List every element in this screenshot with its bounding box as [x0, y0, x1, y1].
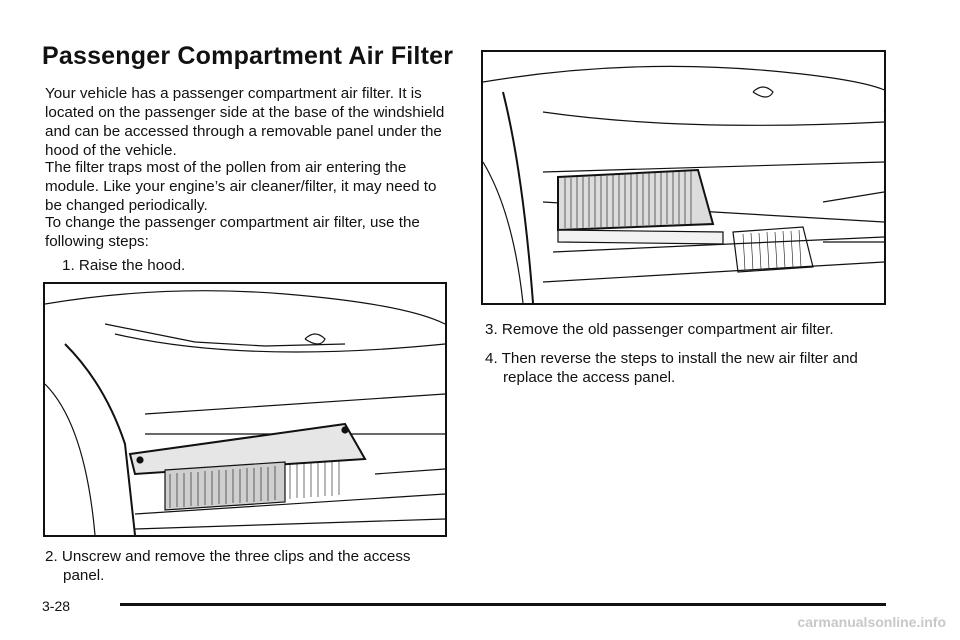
step-3: 3. Remove the old passenger compartment air filter. — [485, 321, 834, 338]
intro-paragraph: Your vehicle has a passenger compartment air filter. It is located on the passenger side at the base of the windshield and can be accessed through a removable panel under the hood of the vehicle. — [45, 85, 445, 159]
filter-description-paragraph: The filter traps most of the pollen from air entering the module. Like your engine’s air cleaner/filter, it may need to be changed periodically. — [45, 159, 437, 214]
steps-intro-paragraph: To change the passenger compartment air filter, use the following steps: — [45, 214, 420, 250]
step-2: 2. Unscrew and remove the three clips and the access panel. — [45, 548, 411, 584]
page-title: Passenger Compartment Air Filter — [42, 42, 454, 70]
watermark: carmanualsonline.info — [797, 614, 946, 630]
step-1: 1. Raise the hood. — [62, 257, 186, 274]
access-panel-illustration — [43, 282, 447, 537]
step-4: 4. Then reverse the steps to install the new air filter and replace the access panel. — [485, 350, 858, 386]
page-number: 3-28 — [42, 598, 71, 614]
footer-rule — [120, 603, 886, 606]
air-filter-illustration — [481, 50, 886, 305]
